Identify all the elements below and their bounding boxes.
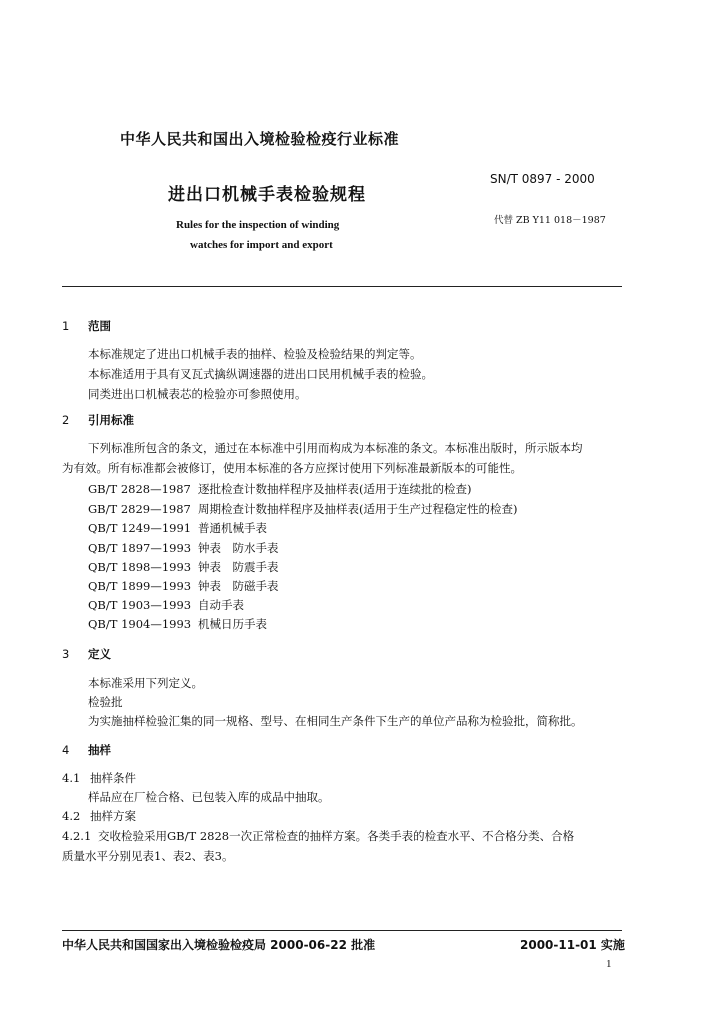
reference-row bbox=[88, 616, 267, 632]
subsection-4-2-1-line2: 质量水平分别见表1、表2、表3。 bbox=[62, 849, 234, 863]
reference-name: 机械日历手表 bbox=[198, 617, 267, 631]
page-number: 1 bbox=[606, 958, 612, 970]
subsection-4-1-heading bbox=[62, 770, 136, 786]
header-divider bbox=[62, 286, 622, 287]
section-title: 引用标准 bbox=[88, 413, 134, 427]
implementation-date: 2000-11-01 实施 bbox=[520, 938, 625, 952]
reference-row bbox=[88, 481, 471, 497]
subsection-number: 4.2 bbox=[62, 809, 81, 823]
subsection-4-2-1-line1 bbox=[62, 828, 574, 844]
section-number: 3 bbox=[62, 647, 70, 661]
section-4-heading bbox=[62, 742, 111, 758]
reference-code: GB/T 2828—1987 bbox=[88, 482, 191, 496]
reference-row bbox=[88, 559, 279, 575]
section-number: 1 bbox=[62, 319, 70, 333]
section-1-line: 本标准适用于具有叉瓦式擒纵调速器的进出口民用机械手表的检验。 bbox=[88, 367, 433, 381]
section-title: 范围 bbox=[88, 319, 111, 333]
subsection-number: 4.2.1 bbox=[62, 829, 92, 843]
reference-name: 钟表 防震手表 bbox=[198, 560, 279, 574]
subsection-title: 抽样方案 bbox=[90, 809, 136, 823]
reference-name: 周期检查计数抽样程序及抽样表(适用于生产过程稳定性的检查) bbox=[198, 502, 518, 516]
subsection-4-2-heading bbox=[62, 808, 136, 824]
section-3-heading bbox=[62, 646, 111, 662]
reference-name: 自动手表 bbox=[198, 598, 244, 612]
reference-code: QB/T 1899—1993 bbox=[88, 579, 192, 593]
subsection-title: 抽样条件 bbox=[90, 771, 136, 785]
section-number: 2 bbox=[62, 413, 70, 427]
reference-code: QB/T 1898—1993 bbox=[88, 560, 192, 574]
footer-divider bbox=[62, 930, 622, 931]
reference-row bbox=[88, 578, 279, 594]
reference-name: 逐批检查计数抽样程序及抽样表(适用于连续批的检查) bbox=[198, 482, 472, 496]
industry-standard-title: 中华人民共和国出入境检验检疫行业标准 bbox=[120, 130, 400, 148]
document-title-cn: 进出口机械手表检验规程 bbox=[168, 185, 366, 205]
standard-code: SN/T 0897 - 2000 bbox=[490, 172, 595, 186]
replaces-standard: 代替 ZB Y11 018－1987 bbox=[494, 215, 606, 226]
reference-row bbox=[88, 540, 279, 556]
reference-row bbox=[88, 520, 267, 536]
definition-text: 为实施抽样检验汇集的同一规格、型号、在相同生产条件下生产的单位产品称为检验批，简称批。 bbox=[88, 714, 583, 728]
subsection-number: 4.1 bbox=[62, 771, 81, 785]
reference-name: 钟表 防磁手表 bbox=[198, 579, 279, 593]
section-number: 4 bbox=[62, 743, 70, 757]
reference-code: QB/T 1249—1991 bbox=[88, 521, 192, 535]
section-title: 定义 bbox=[88, 647, 111, 661]
subsection-text: 交收检验采用GB/T 2828一次正常检查的抽样方案。各类手表的检查水平、不合格分类、合格 bbox=[98, 829, 575, 843]
document-title-en-line2: watches for import and export bbox=[190, 239, 333, 251]
section-3-intro: 本标准采用下列定义。 bbox=[88, 676, 203, 690]
reference-code: QB/T 1904—1993 bbox=[88, 617, 192, 631]
reference-row bbox=[88, 597, 244, 613]
section-1-line: 本标准规定了进出口机械手表的抽样、检验及检验结果的判定等。 bbox=[88, 347, 422, 361]
reference-code: GB/T 2829—1987 bbox=[88, 502, 191, 516]
reference-code: QB/T 1903—1993 bbox=[88, 598, 192, 612]
reference-row bbox=[88, 501, 517, 517]
definition-term: 检验批 bbox=[88, 695, 123, 709]
approval-statement: 中华人民共和国国家出入境检验检疫局 2000-06-22 批准 bbox=[62, 938, 376, 952]
section-title: 抽样 bbox=[88, 743, 111, 757]
reference-name: 普通机械手表 bbox=[198, 521, 267, 535]
section-1-line: 同类进出口机械表芯的检验亦可参照使用。 bbox=[88, 387, 307, 401]
reference-name: 钟表 防水手表 bbox=[198, 541, 279, 555]
section-2-intro-line2: 为有效。所有标准都会被修订，使用本标准的各方应探讨使用下列标准最新版本的可能性。 bbox=[62, 461, 522, 475]
reference-code: QB/T 1897—1993 bbox=[88, 541, 192, 555]
section-1-heading bbox=[62, 318, 111, 334]
section-2-intro-line1: 下列标准所包含的条文，通过在本标准中引用而构成为本标准的条文。本标准出版时，所示版本均 bbox=[88, 441, 583, 455]
document-title-en-line1: Rules for the inspection of winding bbox=[176, 219, 340, 231]
section-2-heading bbox=[62, 412, 134, 428]
subsection-4-1-text: 样品应在厂检合格、已包装入库的成品中抽取。 bbox=[88, 790, 330, 804]
